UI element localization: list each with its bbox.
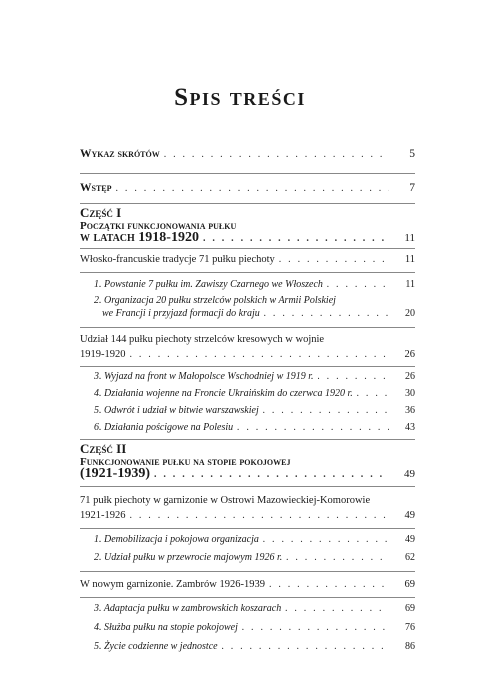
toc-part-2 [80,442,415,481]
dot-leader [285,602,389,616]
toc-entry-label: 1921-1926 [80,510,126,521]
toc-page-number: 86 [405,641,415,652]
dot-leader [264,307,389,321]
toc-page-number: 36 [405,405,415,416]
toc-entry-chapter[interactable] [80,253,415,267]
toc-entry-abbreviations[interactable] [80,148,415,168]
part-title-line: Początki funkcjonowania pułku [80,220,237,232]
toc-entry-subchapter[interactable] [80,640,415,654]
toc-page-number: 11 [404,232,415,244]
toc-entry-label: 4. Działania wojenne na Froncie Ukraińskim do czerwca 1920 r. [94,388,353,399]
toc-entry-label: 1919-1920 [80,349,126,360]
toc-page-number: 69 [404,579,415,590]
dot-leader [327,278,389,292]
toc-page-number: 11 [404,254,415,265]
toc-entry-label: 2. Udział pułku w przewrocie majowym 1926 r. [94,552,283,563]
toc-entry-label[interactable]: 2. Organizacja 20 pułku strzelców polskich w Armii Polskiej [94,295,336,306]
dot-leader [237,421,389,435]
page-title: Spis treści [174,84,306,111]
toc-entry-subchapter[interactable] [80,621,415,635]
toc-entry-label[interactable]: 71 pułk piechoty w garnizonie w Ostrowi Mazowieckiej-Komorowie [80,495,371,506]
dot-leader [164,149,389,160]
dot-leader [242,621,389,635]
toc-entry-subchapter[interactable] [80,602,415,616]
toc-entry-subchapter[interactable] [80,533,415,547]
toc-page-number: 76 [405,622,415,633]
toc-page-number: 26 [405,371,415,382]
dot-leader [222,640,389,654]
toc-entry-part-2[interactable] [80,468,415,481]
toc-entry-label: Wstęp [80,182,112,194]
dot-leader [286,551,389,565]
dot-leader [279,253,389,267]
toc-entry-subchapter[interactable] [80,307,415,321]
divider [80,439,415,440]
divider [80,571,415,572]
toc-page-number: 62 [405,552,415,563]
toc-entry-intro[interactable] [80,182,415,202]
dot-leader [269,578,389,592]
toc-entry-label: Wykaz skrótów [80,148,160,160]
toc-entry-label: 1. Demobilizacja i pokojowa organizacja [94,534,259,545]
toc-page-number: 7 [409,182,415,194]
toc-entry-label: 1. Powstanie 7 pułku im. Zawiszy Czarnego we Włoszech [94,279,323,290]
toc-entry-label: 3. Adaptacja pułku w zambrowskich koszarach [94,603,282,614]
divider [80,203,415,204]
toc-entry-label: W nowym garnizonie. Zambrów 1926-1939 [80,579,265,590]
dot-leader [130,348,390,362]
table-of-contents [80,148,415,654]
toc-page-number: 49 [404,468,415,480]
part-heading: Część II [80,441,127,456]
toc-page-number: 20 [405,308,415,319]
part-title-line: (1921-1939) [80,466,150,481]
toc-page-number: 26 [404,349,415,360]
toc-page-number: 11 [405,279,415,290]
dot-leader [203,233,389,245]
divider [80,366,415,367]
toc-entry-label: 3. Wyjazd na front w Małopolsce Wschodniej w 1919 r. [94,371,314,382]
toc-entry-subchapter[interactable] [80,278,415,292]
part-title-line: w latach 1918-1920 [80,230,199,245]
toc-page-number: 30 [405,388,415,399]
toc-part-1 [80,206,415,245]
toc-entry-label: 5. Życie codzienne w jednostce [94,641,218,652]
divider [80,327,415,328]
toc-entry-label: 5. Odwrót i udział w bitwie warszawskiej [94,405,259,416]
toc-entry-label: 6. Działania pościgowe na Polesiu [94,422,234,433]
toc-entry-subchapter[interactable] [80,387,415,401]
toc-entry-part-1[interactable] [80,232,415,245]
divider [80,272,415,273]
toc-entry-label[interactable]: Udział 144 pułku piechoty strzelców kresowych w wojnie [80,334,325,345]
toc-page-number: 43 [405,422,415,433]
toc-entry-subchapter[interactable] [80,404,415,418]
divider [80,528,415,529]
toc-entry-label: Włosko-francuskie tradycje 71 pułku piechoty [80,254,275,265]
dot-leader [154,469,389,481]
divider [80,597,415,598]
toc-page-number: 49 [405,534,415,545]
toc-page-number: 49 [404,510,415,521]
toc-entry-subchapter[interactable] [80,551,415,565]
dot-leader [116,183,389,194]
divider [80,248,415,249]
toc-entry-chapter[interactable] [80,348,415,362]
toc-entry-label: we Francji i przyjazd formacji do kraju [102,308,260,319]
divider [80,173,415,174]
divider [80,486,415,487]
dot-leader [357,387,389,401]
toc-entry-subchapter[interactable] [80,421,415,435]
toc-page-number: 69 [405,603,415,614]
part-title-line: Funkcjonowanie pułku na stopie pokojowej [80,456,291,468]
dot-leader [263,533,389,547]
dot-leader [130,509,390,523]
toc-entry-subchapter[interactable] [80,370,415,384]
dot-leader [318,370,389,384]
part-heading: Część I [80,205,122,220]
toc-entry-chapter[interactable] [80,509,415,523]
toc-entry-label: 4. Służba pułku na stopie pokojowej [94,622,238,633]
dot-leader [263,404,389,418]
toc-entry-chapter[interactable] [80,578,415,592]
toc-page-number: 5 [409,148,415,160]
